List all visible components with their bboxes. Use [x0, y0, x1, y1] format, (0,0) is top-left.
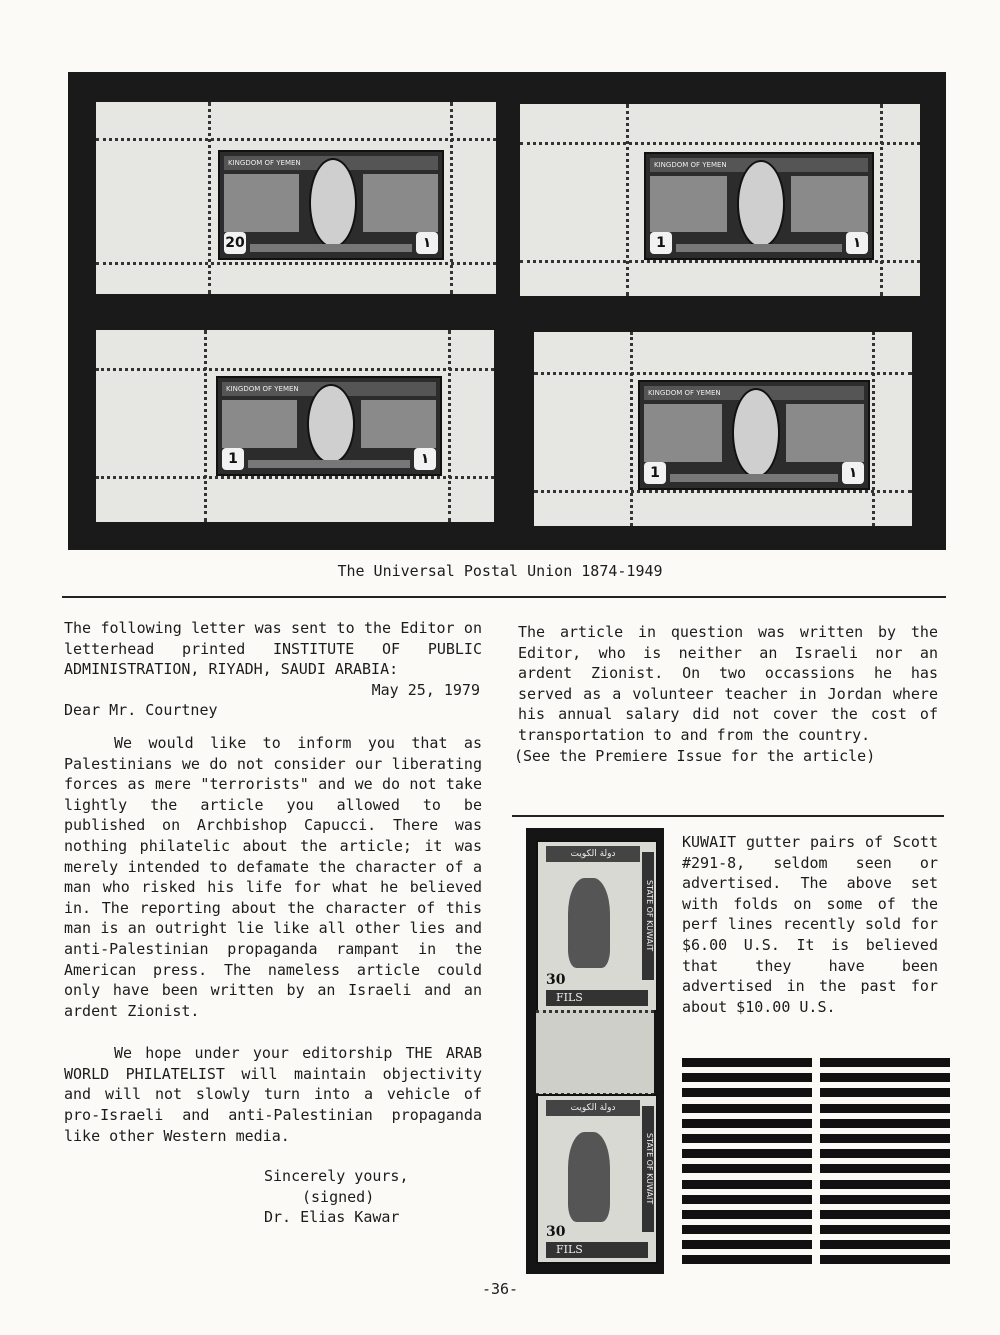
stamp-sheet — [96, 330, 494, 522]
falcon-icon — [568, 878, 610, 968]
letter-salutation: Dear Mr. Courtney — [64, 701, 218, 720]
page-number: -36- — [481, 1280, 519, 1298]
gutter — [536, 1010, 654, 1096]
reply-note: (See the Premiere Issue for the article) — [514, 746, 876, 765]
letter-intro: The following letter was sent to the Editor on letterhead printed INSTITUTE OF PUBLIC ADMINISTRATION, RIYADH, SAUDI ARABIA: — [64, 619, 482, 679]
kuwait-stamp: دولة الكويت STATE OF KUWAIT 30 FILS — [536, 1094, 658, 1264]
stamp-sheet — [96, 102, 496, 294]
yemen-stamp: KINGDOM OF YEMEN 20 ١ — [218, 150, 444, 260]
flag-vignette — [307, 384, 355, 464]
falcon-icon — [568, 1132, 610, 1222]
letter-paragraph: We would like to inform you that as Palestinians we do not consider our liberating forces as mere "terrorists" and we do not take lightly the article you allowed to be published on Archbishop Capucci. There was nothing philatelic about the article; it was merely intended to defamate the character of a man who risked his life for what he believed in. The reporting about the character of this man is an outright lie like all other lies and anti-Palestinian propaganda rampant in the American press. The nameless article could only have been written by an Israeli and an ardent Zionist. — [64, 733, 482, 1020]
kuwait-gutter-pair-photo — [526, 828, 664, 1274]
yemen-stamp: KINGDOM OF YEMEN 1 ١ — [216, 376, 442, 476]
letter-paragraph: We hope under your editorship THE ARAB WORLD PHILATELIST will maintain objectivity and will not slowly turn into a vehicle of pro-Israeli and anti-Palestinian propaganda like other Western media. — [64, 1044, 482, 1145]
kuwait-description: KUWAIT gutter pairs of Scott #291-8, seldom seen or advertised. The above set with folds on some of the perf lines recently sold for $6.00 U.S. It is believed that they have been advertised in the past for about $10.00 U.S. — [682, 833, 938, 1016]
stamp-photo — [68, 72, 946, 550]
reply-text: The article in question was written by the Editor, who is neither an Israeli nor an ardent Zionist. On two occassions he has served as a volunteer teacher in Jordan where his annual salary did not cover the cost of transportation to and from the country. — [518, 623, 938, 744]
signature: Dr. Elias Kawar — [264, 1208, 400, 1227]
letter-date: May 25, 1979 — [371, 680, 480, 699]
editor-reply — [514, 622, 938, 766]
divider — [62, 596, 946, 598]
yemen-stamp: KINGDOM OF YEMEN 1 ١ — [638, 380, 870, 490]
decorative-bars — [820, 1058, 950, 1271]
kuwait-stamp: دولة الكويت STATE OF KUWAIT 30 FILS — [536, 840, 658, 1012]
flag-vignette — [309, 158, 357, 248]
divider — [512, 815, 944, 817]
signed-note: (signed) — [302, 1187, 375, 1206]
photo-caption: The Universal Postal Union 1874-1949 — [337, 562, 663, 580]
flag-vignette — [737, 160, 785, 248]
letter-column — [64, 618, 482, 1228]
decorative-bars — [682, 1058, 812, 1271]
closing: Sincerely yours, — [264, 1167, 409, 1186]
letter-signoff — [64, 1166, 482, 1228]
stamp-sheet — [520, 104, 920, 296]
stamp-sheet — [534, 332, 912, 526]
portrait-vignette — [732, 388, 780, 478]
yemen-stamp: KINGDOM OF YEMEN 1 ١ — [644, 152, 874, 260]
